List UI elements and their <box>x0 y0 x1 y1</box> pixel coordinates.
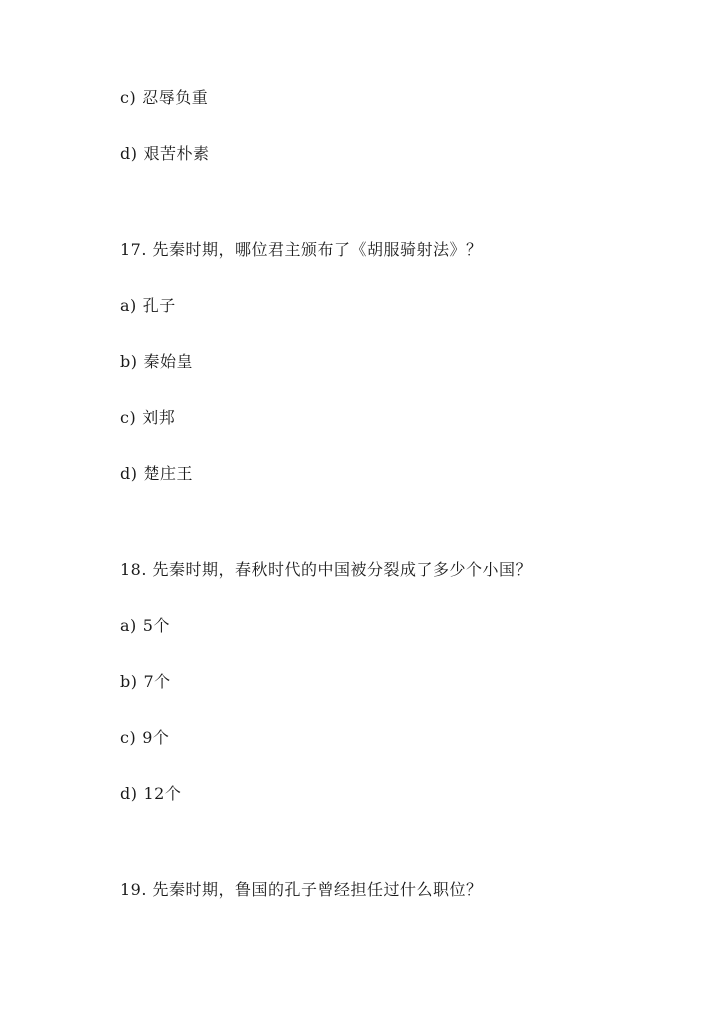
option-text: 9个 <box>142 728 170 747</box>
option-text: 5个 <box>142 616 170 635</box>
option-text: 忍辱负重 <box>142 88 209 107</box>
option-text: 艰苦朴素 <box>143 144 210 163</box>
option-a <box>120 616 170 636</box>
option-letter: a) <box>120 616 137 635</box>
option-text: 刘邦 <box>142 408 176 427</box>
option-d <box>120 464 193 484</box>
option-c <box>120 408 175 428</box>
option-a <box>120 296 176 316</box>
option-letter: c) <box>120 728 137 747</box>
option-letter: b) <box>120 352 138 371</box>
question-19: 19. 先秦时期，鲁国的孔子曾经担任过什么职位？ <box>120 880 483 899</box>
option-letter: a) <box>120 296 137 315</box>
option-d <box>120 784 181 804</box>
option-letter: c) <box>120 408 137 427</box>
option-text: 秦始皇 <box>143 352 193 371</box>
option-letter: d) <box>120 144 138 163</box>
option-letter: d) <box>120 464 138 483</box>
question-17: 17. 先秦时期，哪位君主颁布了《胡服骑射法》？ <box>120 240 483 259</box>
option-letter: b) <box>120 672 138 691</box>
option-b <box>120 352 193 372</box>
question-18: 18. 先秦时期，春秋时代的中国被分裂成了多少个小国？ <box>120 560 533 579</box>
option-d <box>120 144 210 164</box>
option-letter: c) <box>120 88 137 107</box>
option-text: 楚庄王 <box>143 464 193 483</box>
option-letter: d) <box>120 784 138 803</box>
option-c <box>120 728 169 748</box>
option-c <box>120 88 208 108</box>
option-b <box>120 672 171 692</box>
option-text: 7个 <box>143 672 171 691</box>
option-text: 孔子 <box>142 296 176 315</box>
option-text: 12个 <box>143 784 182 803</box>
